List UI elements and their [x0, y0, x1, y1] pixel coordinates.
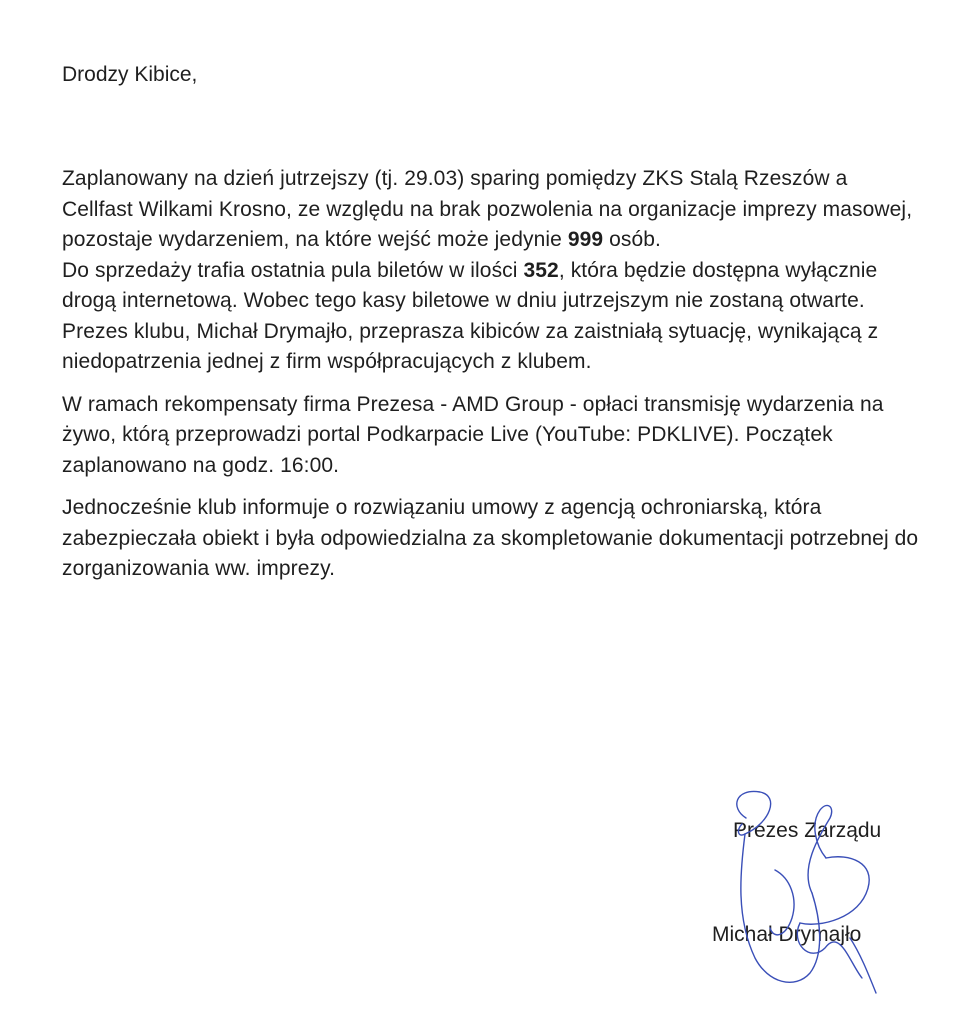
paragraph-apology: Prezes klubu, Michał Drymajło, przeprasza kibiców za zaistniałą sytuację, wynikającą z niedopatrzenia jednej z firm współpracujących z klubem.	[62, 319, 879, 373]
signature-stroke	[770, 870, 794, 935]
paragraph-text: , która będzie dostępna wyłącznie drogą internetową. Wobec tego kasy biletowe w dniu jutrzejszym nie zostaną otwarte.	[62, 258, 878, 312]
paragraph-text: Do sprzedaży trafia ostatnia pula biletów w ilości	[62, 258, 524, 282]
signature-stroke	[737, 791, 771, 835]
paragraph-text: osób.	[603, 228, 661, 251]
signature-title: Prezes Zarządu	[733, 819, 882, 842]
tickets-number: 352	[523, 258, 559, 282]
paragraph-text: Zaplanowany na dzień jutrzejszy (tj. 29.03) sparing pomiędzy ZKS Stalą Rzeszów a Cellfast Wilkami Krosno, ze względu na brak pozwolenia na organizacje imprezy masowej, pozostaje wydarzeniem, na które wejść może jedynie	[62, 167, 913, 251]
paragraph-broadcast: W ramach rekompensaty firma Prezesa - AMD Group - opłaci transmisję wydarzenia na żywo, którą przeprowadzi portal Podkarpacie Live (YouTube: PDKLIVE). Początek zaplanowano na godz. 16:00.	[62, 392, 884, 477]
signature-stroke	[808, 805, 832, 893]
signature-stroke	[797, 923, 862, 978]
handwritten-signature	[700, 778, 910, 1003]
paragraph-tickets	[62, 256, 922, 317]
signature-stroke	[741, 834, 820, 982]
letter-body	[62, 164, 922, 585]
greeting: Drodzy Kibice,	[62, 63, 198, 86]
capacity-number: 999	[567, 228, 604, 251]
paragraph-contract: Jednocześnie klub informuje o rozwiązaniu umowy z agencją ochroniarską, która zabezpieczała obiekt i była odpowiedzialna za skompletowanie dokumentacji potrzebnej do zorganizowania ww. imprezy.	[62, 496, 919, 580]
signature-strokes	[737, 791, 876, 993]
signature-name: Michał Drymajło	[712, 923, 862, 946]
paragraph-event-info	[62, 164, 922, 256]
